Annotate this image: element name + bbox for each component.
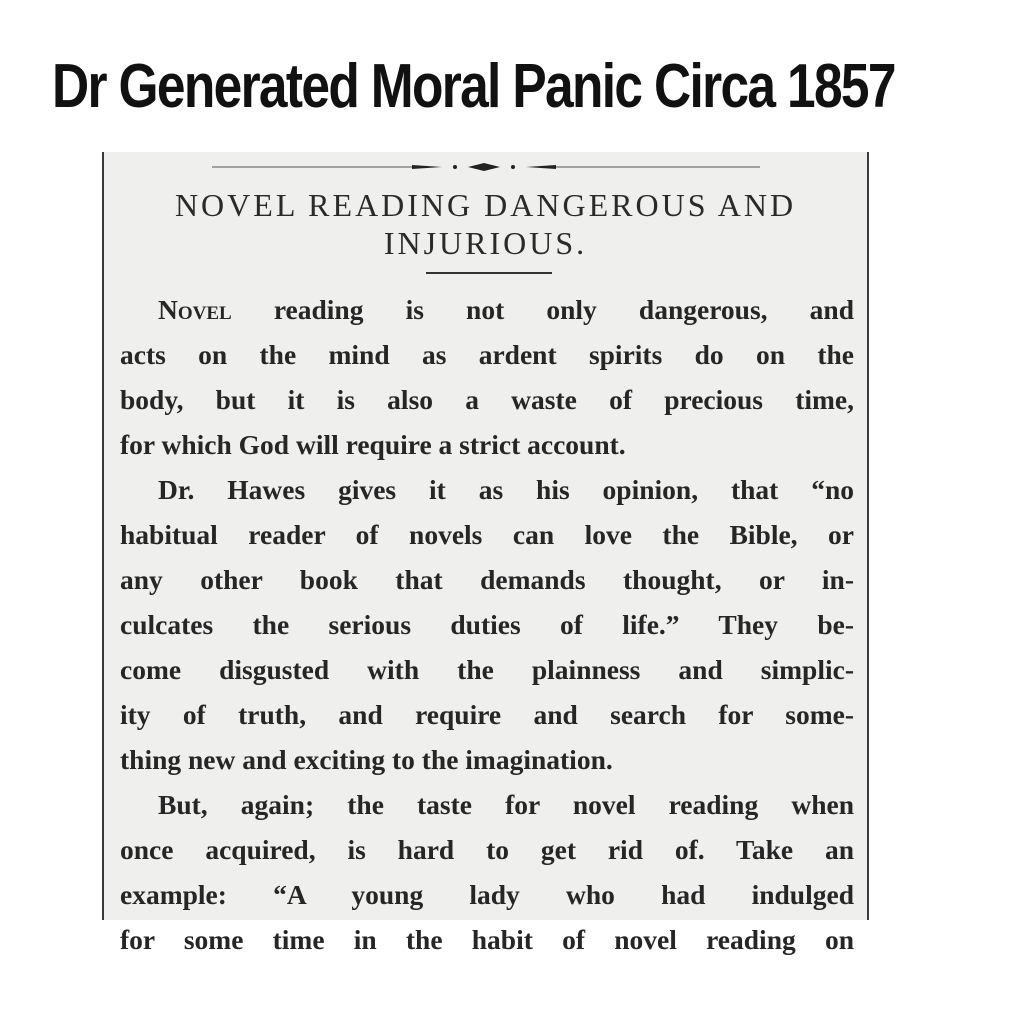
text-line: once acquired, is hard to get rid of. Take an xyxy=(120,834,854,865)
text-line: But, again; the taste for novel reading when xyxy=(158,789,854,820)
text-line: Dr. Hawes gives it as his opinion, that “no xyxy=(158,474,854,505)
headline-line-2: INJURIOUS. xyxy=(383,225,588,261)
text-line: culcates the serious duties of life.” They be- xyxy=(120,609,854,640)
text-line: come disgusted with the plainness and simplic- xyxy=(120,654,854,685)
paragraph-3 xyxy=(120,782,854,962)
image-caption: Dr Generated Moral Panic Circa 1857 xyxy=(52,52,895,121)
text-line: habitual reader of novels can love the Bible, or xyxy=(120,519,854,550)
newspaper-clipping xyxy=(102,152,869,955)
text-line: any other book that demands thought, or in- xyxy=(120,564,854,595)
ornamental-rule xyxy=(212,162,760,172)
article-headline xyxy=(104,186,867,262)
paragraph-1 xyxy=(120,287,854,467)
text-line: example: “A young lady who had indulged xyxy=(120,879,854,910)
text-line: ity of truth, and require and search for some- xyxy=(120,699,854,730)
text-line: for which God will require a strict account. xyxy=(120,429,626,460)
headline-divider xyxy=(426,272,552,274)
paragraph-2 xyxy=(120,467,854,782)
text-line xyxy=(120,287,854,332)
text-line: body, but it is also a waste of precious time, xyxy=(120,384,854,415)
text-line: for some time in the habit of novel reading on xyxy=(120,924,854,955)
article-body xyxy=(120,287,854,962)
text-line-rest: reading is not only dangerous, and xyxy=(231,294,854,325)
text-line: acts on the mind as ardent spirits do on the xyxy=(120,339,854,370)
text-line: thing new and exciting to the imagination. xyxy=(120,744,613,775)
headline-line-1: NOVEL READING DANGEROUS AND xyxy=(174,187,797,223)
lead-word: Novel xyxy=(158,294,232,325)
